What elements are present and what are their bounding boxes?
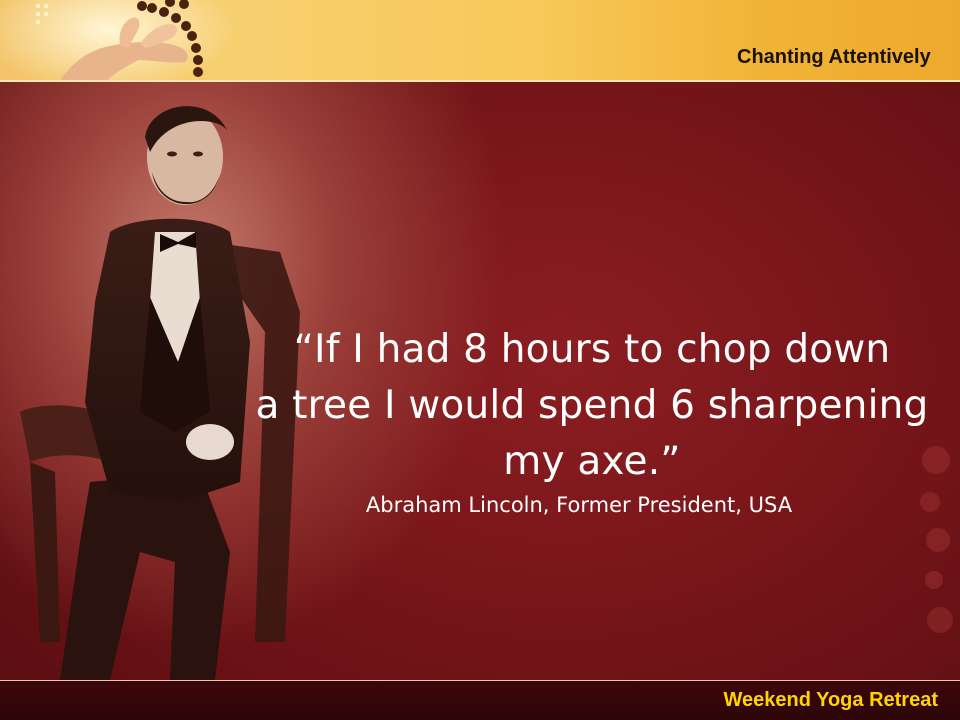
quote-text <box>232 322 952 490</box>
quote-line: my axe.” <box>503 439 681 484</box>
header-title: Chanting Attentively <box>737 46 931 68</box>
quote-line: a tree I would spend 6 sharpening <box>255 383 929 428</box>
footer-bar <box>0 681 960 720</box>
hand-with-prayer-beads-icon <box>20 0 220 80</box>
footer-title: Weekend Yoga Retreat <box>723 689 938 711</box>
quote-line: “If I had 8 hours to chop down <box>293 327 891 372</box>
decorative-circles-icon <box>890 440 960 670</box>
header-band <box>0 0 960 82</box>
quote-attribution: Abraham Lincoln, Former President, USA <box>365 493 793 517</box>
